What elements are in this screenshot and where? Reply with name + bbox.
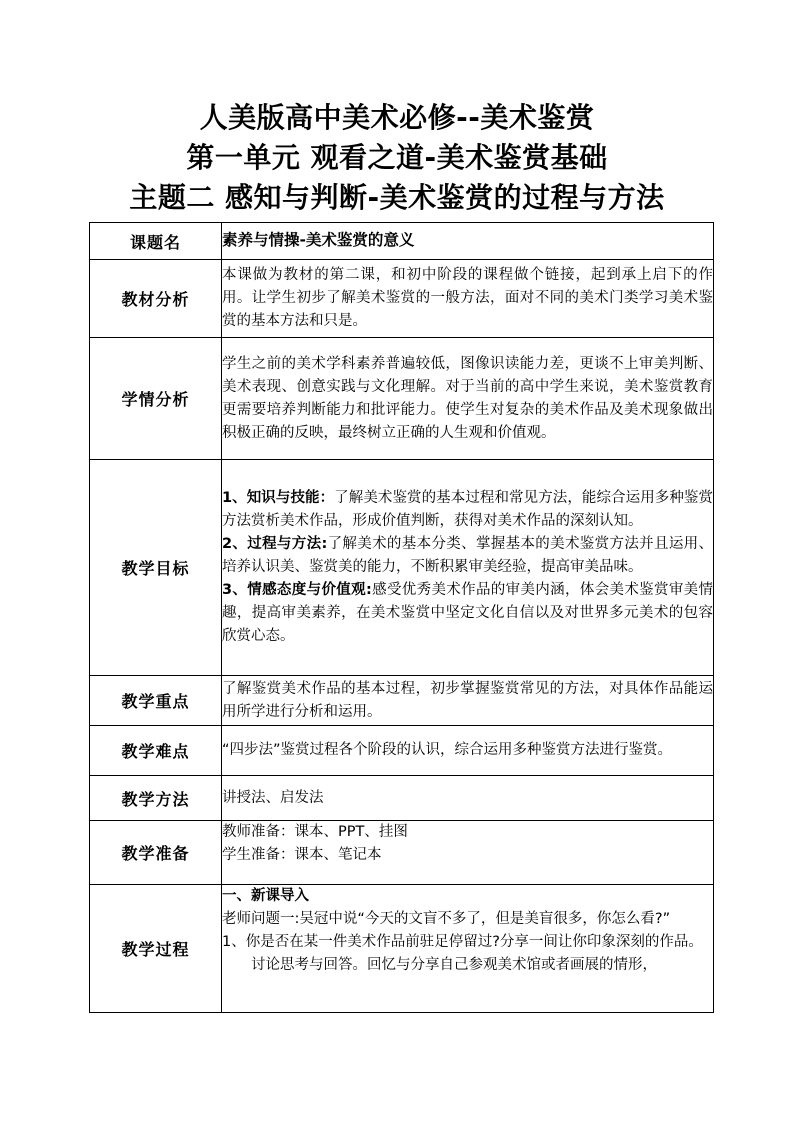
preparation-label: 教学准备 <box>90 821 222 885</box>
document-title-block <box>0 98 794 218</box>
difficulties-label: 教学难点 <box>90 726 222 776</box>
goal-item-knowledge: 1、知识与技能：了解美术鉴赏的基本过程和常见方法，能综合运用多种鉴赏方法赏析美术作品，形成价值判断，获得对美术作品的深刻认知。 <box>222 490 713 529</box>
row-material-analysis <box>90 260 714 338</box>
methods-text: 讲授法、启发法 <box>222 776 714 821</box>
teacher-question-one: 老师问题一:吴冠中说“今天的文盲不多了，但是美盲很多，你怎么看?” <box>222 911 671 927</box>
goal-item-process: 2、过程与方法:了解美术的基本分类、掌握基本的美术鉴赏方法并且运用、培养认识美、鉴赏美的能力，不断积累审美经验，提高审美品味。 <box>222 536 714 575</box>
row-methods <box>90 776 714 821</box>
methods-label: 教学方法 <box>90 776 222 821</box>
material-analysis-text: 本课做为教材的第二课，和初中阶段的课程做个链接，起到承上启下的作用。让学生初步了解美术鉴赏的一般方法，面对不同的美术门类学习美术鉴赏的基本方法和只是。 <box>222 260 714 338</box>
lesson-name-value <box>222 223 714 260</box>
row-preparation <box>90 821 714 885</box>
row-teaching-process <box>90 885 714 1013</box>
student-analysis-text: 学生之前的美术学科素养普遍较低，图像识读能力差，更谈不上审美判断、美术表现、创意实践与文化理解。对于当前的高中学生来说，美术鉴赏教育更需要培养判断能力和批评能力。使学生对复杂的美术作品及美术现象做出积极正确的反映，最终树立正确的人生观和价值观。 <box>222 338 714 460</box>
discussion-line: 讨论思考与回答。回忆与分享自己参观美术馆或者画展的情形， <box>251 957 657 973</box>
theme-title: 主题二 感知与判断-美术鉴赏的过程与方法 <box>129 181 665 214</box>
teaching-goals-content <box>222 460 714 676</box>
teaching-process-content <box>222 885 714 1013</box>
teaching-process-label: 教学过程 <box>90 885 222 1013</box>
key-points-label: 教学重点 <box>90 676 222 726</box>
student-preparation: 学生准备：课本、笔记本 <box>222 847 382 863</box>
row-difficulties <box>90 726 714 776</box>
key-points-text: 了解鉴赏美术作品的基本过程，初步掌握鉴赏常见的方法，对具体作品能运用所学进行分析和运用。 <box>222 676 714 726</box>
preparation-content <box>222 821 714 885</box>
unit-title: 第一单元 观看之道-美术鉴赏基础 <box>186 141 608 174</box>
row-student-analysis <box>90 338 714 460</box>
student-analysis-label: 学情分析 <box>90 338 222 460</box>
material-analysis-label: 教材分析 <box>90 260 222 338</box>
lesson-name-label: 课题名 <box>90 223 222 260</box>
new-lesson-heading: 一、新课导入 <box>222 888 309 904</box>
question-item-one: 1、你是否在某一件美术作品前驻足停留过?分享一间让你印象深刻的作品。 <box>222 934 703 950</box>
row-key-points <box>90 676 714 726</box>
goal-item-attitude: 3、情感态度与价值观:感受优秀美术作品的审美内涵，体会美术鉴赏审美情趣，提高审美素养，在美术鉴赏中坚定文化自信以及对世界多元美术的包容欣赏心态。 <box>222 582 714 644</box>
teaching-goals-label: 教学目标 <box>90 460 222 676</box>
row-teaching-goals <box>90 460 714 676</box>
course-title: 人美版高中美术必修--美术鉴赏 <box>199 101 595 134</box>
row-lesson-name <box>90 223 714 260</box>
difficulties-text: “四步法”鉴赏过程各个阶段的认识，综合运用多种鉴赏方法进行鉴赏。 <box>222 726 714 776</box>
teacher-preparation: 教师准备：课本、PPT、挂图 <box>222 824 408 840</box>
lesson-name-text: 素养与情操-美术鉴赏的意义 <box>222 231 415 249</box>
lesson-plan-table <box>89 222 714 1013</box>
